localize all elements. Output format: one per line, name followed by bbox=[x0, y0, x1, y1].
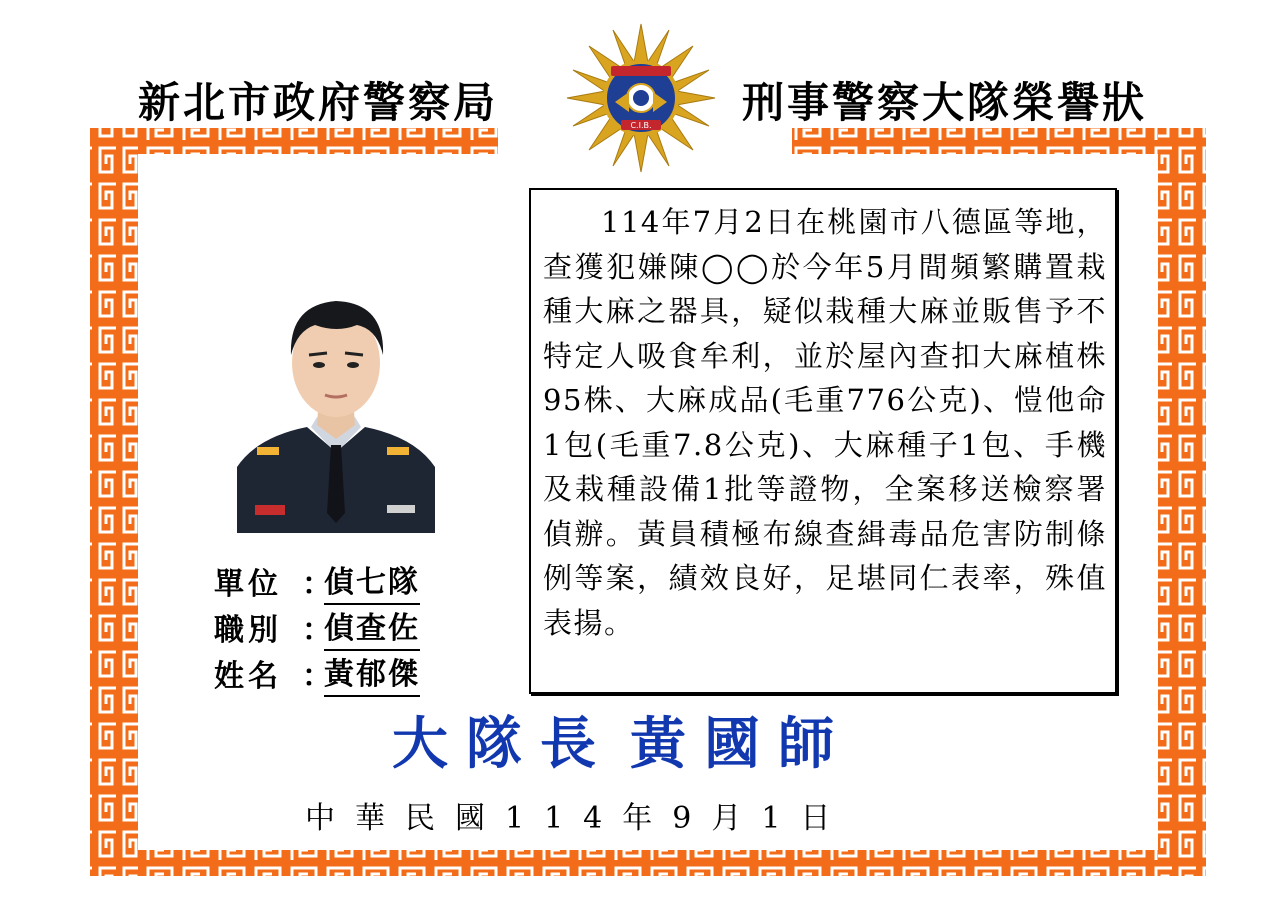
border-top-right bbox=[792, 128, 1206, 154]
citation-text: 114年7月2日在桃園市八德區等地，查獲犯嫌陳◯◯於今年5月間頻繁購置栽種大麻之器具，疑似栽種大麻並販售予不特定人吸食牟利，並於屋內查扣大麻植株95株、大麻成品(毛重776公克)、愷他命1包(毛重7.8公克)、大麻種子1包、手機及栽種設備1批等證物，全案移送檢察署偵辦。黃員積極布線查緝毒品危害防制條例等案，績效良好，足堪同仁表率，殊值表揚。 bbox=[543, 205, 1107, 640]
colon: ： bbox=[302, 567, 332, 602]
colon: ： bbox=[302, 659, 332, 694]
police-star-badge-icon bbox=[565, 22, 717, 174]
name-row bbox=[214, 650, 420, 696]
position-row bbox=[214, 604, 420, 650]
position-label: 職別 bbox=[214, 613, 282, 648]
border-bottom bbox=[90, 850, 1206, 876]
certificate-title: 刑事警察大隊榮譽狀 bbox=[742, 78, 1148, 127]
unit-label: 單位 bbox=[214, 567, 282, 602]
colon: ： bbox=[302, 613, 332, 648]
citation-box bbox=[529, 188, 1117, 694]
unit-value: 偵七隊 bbox=[324, 557, 420, 605]
issue-date: 中華民國114年9月1日 bbox=[305, 801, 851, 836]
recipient-info bbox=[214, 558, 420, 696]
agency-title: 新北市政府警察局 bbox=[138, 78, 499, 127]
signature bbox=[392, 700, 852, 780]
signature-name: 黃國師 bbox=[630, 712, 852, 777]
position-value: 偵查佐 bbox=[324, 603, 420, 651]
emblem-text: C.I.B. bbox=[630, 121, 652, 130]
unit-row bbox=[214, 558, 420, 604]
name-value: 黃郁傑 bbox=[324, 649, 420, 697]
officer-photo bbox=[237, 277, 435, 533]
name-label: 姓名 bbox=[214, 659, 282, 694]
border-top-left bbox=[90, 128, 498, 154]
signature-title: 大隊長 bbox=[392, 712, 614, 777]
